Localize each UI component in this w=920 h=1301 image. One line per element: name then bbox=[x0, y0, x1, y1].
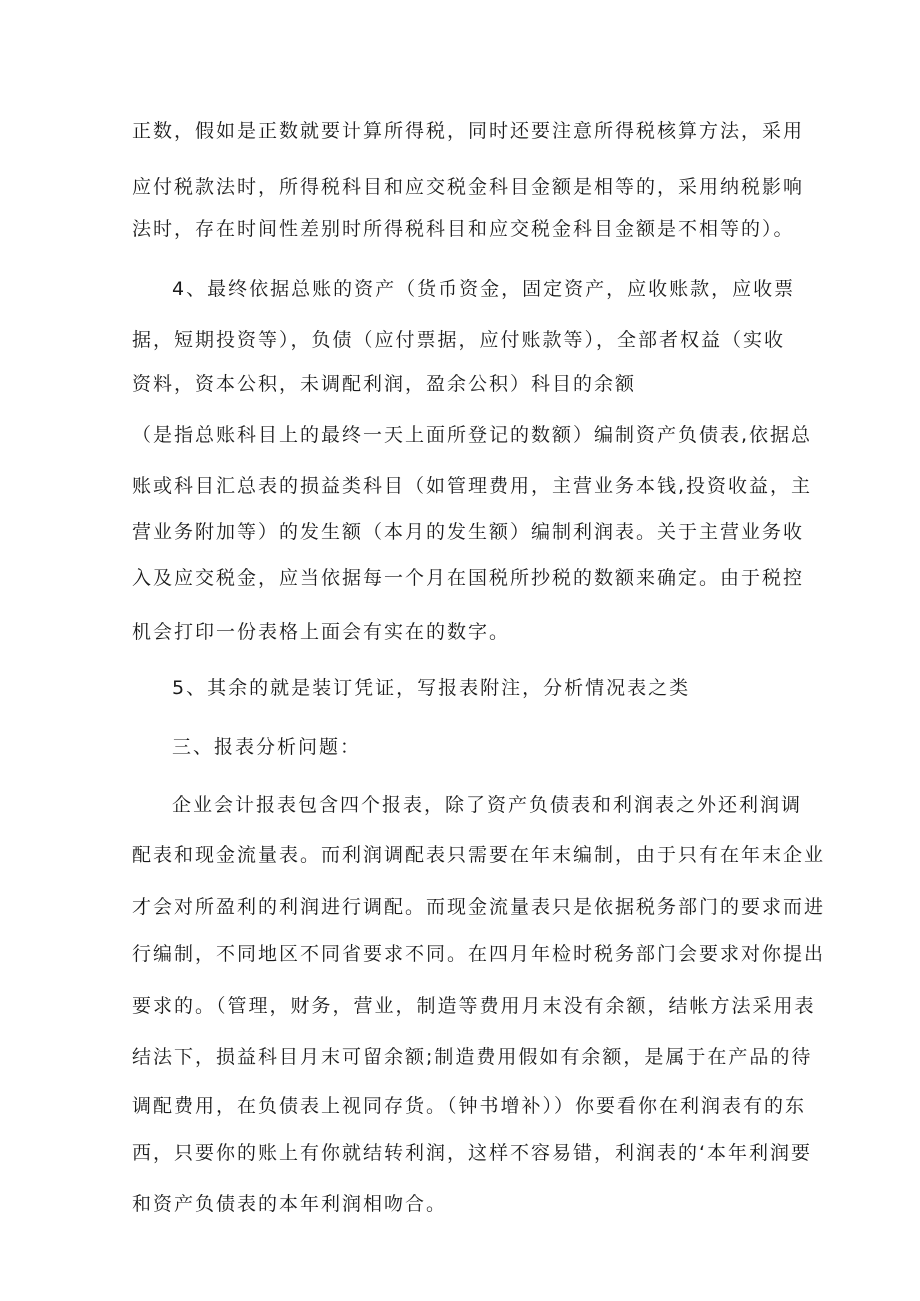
text-line: 法时，存在时间性差别时所得税科目和应交税金科目金额是不相等的）。 bbox=[132, 218, 795, 240]
text-line: 账或科目汇总表的损益类科目（如管理费用，主营业务本钱,投资收益，主 bbox=[132, 475, 813, 497]
paragraph-first-line: 企业会计报表包含四个报表，除了资产负债表和利润表之外还利润调 bbox=[172, 794, 803, 816]
text-line: 和资产负债表的本年利润相吻合。 bbox=[132, 1193, 448, 1215]
text-line: （是指总账科目上的最终一天上面所登记的数额）编制资产负债表,依据总 bbox=[132, 424, 813, 446]
text-line: 据，短期投资等），负债（应付票据，应付账款等），全部者权益（实收 bbox=[132, 329, 786, 351]
text-line: 入及应交税金，应当依据每一个月在国税所抄税的数额来确定。由于税控 bbox=[132, 567, 805, 589]
text-line: 才会对所盈利的利润进行调配。而现金流量表只是依据税务部门的要求而进 bbox=[132, 896, 826, 918]
text-line: 西，只要你的账上有你就结转利润，这样不容易错，利润表的‘本年利润要 bbox=[132, 1142, 813, 1164]
text-line: 调配费用，在负债表上视同存货。（钟书增补））你要看你在利润表有的东 bbox=[132, 1095, 807, 1117]
text-line: 正数，假如是正数就要计算所得税，同时还要注意所得税核算方法，采用 bbox=[132, 120, 805, 142]
paragraph-4-first-line: 4、最终依据总账的资产（货币资金，固定资产，应收账款，应收票 bbox=[172, 278, 796, 300]
text-line: 机会打印一份表格上面会有实在的数字。 bbox=[132, 621, 511, 643]
text-line: 行编制，不同地区不同省要求不同。在四月年检时税务部门会要求对你提出 bbox=[132, 943, 826, 965]
text-line: 要求的。（管理，财务，营业，制造等费用月末没有余额，结帐方法采用表 bbox=[132, 995, 816, 1017]
text-line: 应付税款法时，所得税科目和应交税金科目金额是相等的，采用纳税影响 bbox=[132, 176, 805, 198]
paragraph-5: 5、其余的就是装订凭证，写报表附注，分析情况表之类 bbox=[172, 677, 691, 699]
text-line: 资料，资本公积，未调配利润，盈余公积）科目的余额 bbox=[132, 373, 637, 395]
section-heading: 三、报表分析问题： bbox=[172, 736, 362, 758]
text-line: 配表和现金流量表。而利润调配表只需要在年末编制，由于只有在年末企业 bbox=[132, 844, 826, 866]
text-line: 结法下，损益科目月末可留余额;制造费用假如有余额，是属于在产品的待 bbox=[132, 1046, 813, 1068]
text-line: 营业务附加等）的发生额（本月的发生额）编制利润表。关于主营业务收 bbox=[132, 521, 805, 543]
